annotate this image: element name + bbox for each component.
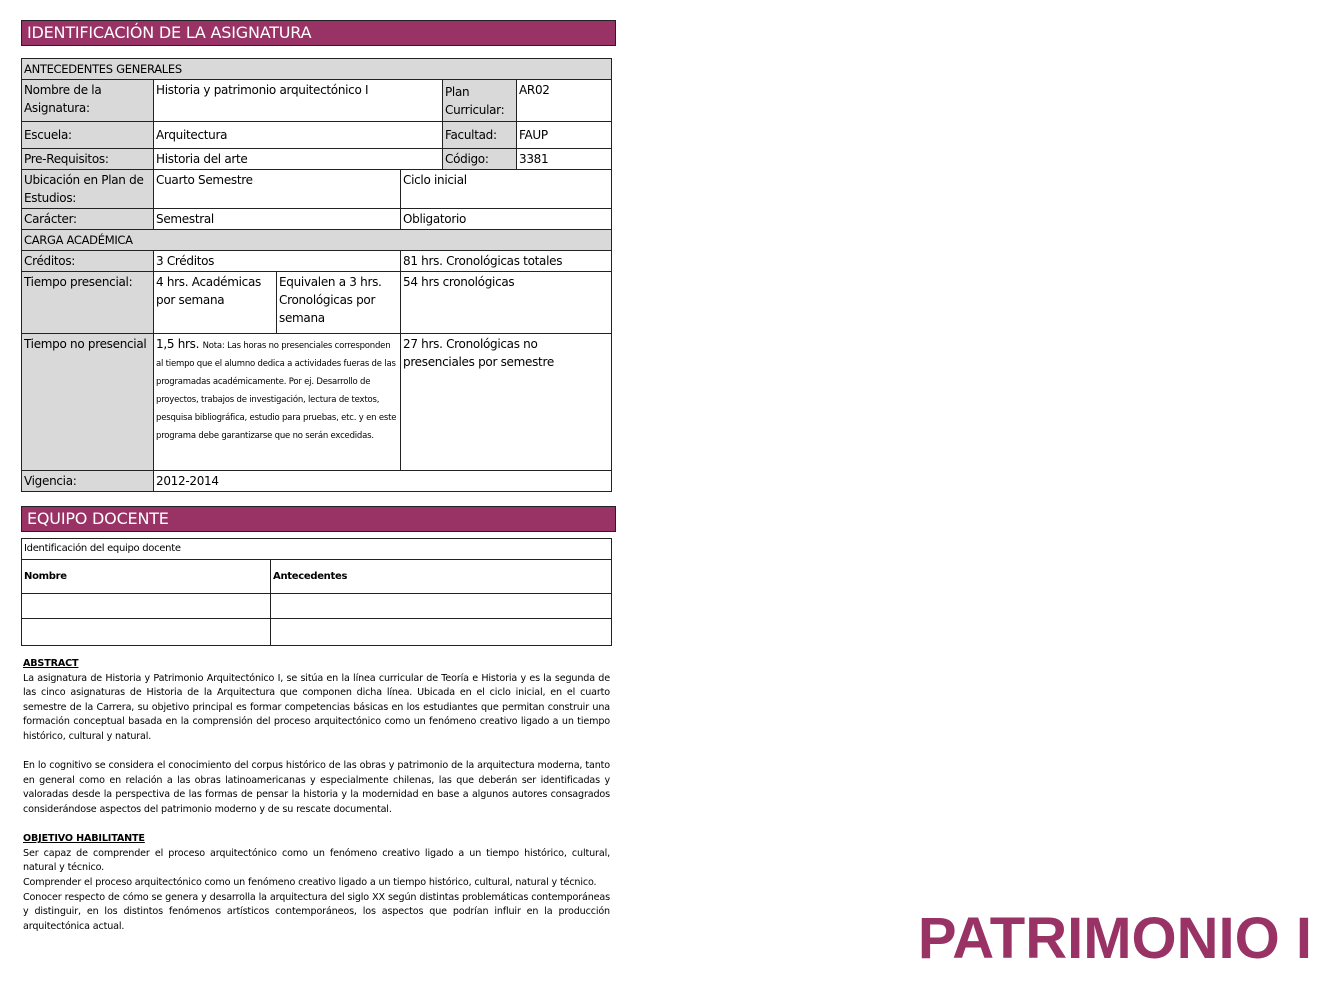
section-title-equipo: EQUIPO DOCENTE — [21, 506, 616, 532]
body-text — [23, 657, 610, 934]
vigencia-value: 2012-2014 — [154, 471, 612, 492]
no-presenciales-total: 27 hrs. Cronológicas no presenciales por semestre — [401, 334, 612, 471]
plan-value: AR02 — [517, 80, 612, 122]
creditos-label: Créditos: — [22, 251, 154, 272]
nombre-label: Nombre de la Asignatura: — [22, 80, 154, 122]
presencial-label: Tiempo presencial: — [22, 272, 154, 334]
table-cell — [22, 619, 271, 646]
table-cell — [22, 594, 271, 619]
facultad-label: Facultad: — [443, 122, 517, 149]
no-presencial-label: Tiempo no presencial — [22, 334, 154, 471]
antecedentes-table — [21, 58, 612, 492]
presencial-value: 4 hrs. Académicas por semana — [154, 272, 277, 334]
prereq-label: Pre-Requisitos: — [22, 149, 154, 170]
abstract-paragraph-1: La asignatura de Historia y Patrimonio Arquitectónico I, se sitúa en la línea curricular de Teoría e Historia y es la segunda de las cinco asignaturas de Historia de la Arquitectura que componen dicha línea. Ubicada en el ciclo inicial, en el cuarto semestre de la Carrera, su objetivo principal es formar competencias básicas en los estudiantes que permitan construir una formación conceptual basada en la comprensión del proceso arquitectónico como un fenómeno creativo ligado a un tiempo histórico, cultural y natural. — [23, 672, 610, 742]
ciclo-value: Ciclo inicial — [401, 170, 612, 209]
objetivo-paragraph-1: Ser capaz de comprender el proceso arquitectónico como un fenómeno creativo ligado a un tiempo histórico, cultural, natural y técnico. — [23, 847, 610, 874]
equipo-table — [21, 538, 612, 646]
ubicacion-value: Cuarto Semestre — [154, 170, 401, 209]
totales-value: 81 hrs. Cronológicas totales — [401, 251, 612, 272]
plan-label: Plan Curricular: — [443, 80, 517, 122]
prereq-value: Historia del arte — [154, 149, 443, 170]
antecedentes-header: ANTECEDENTES GENERALES — [22, 59, 612, 80]
cronologicas-value: 54 hrs cronológicas — [401, 272, 612, 334]
objetivo-paragraph-3: Conocer respecto de cómo se genera y desarrolla la arquitectura del siglo XX según distintas problemáticas contemporáneas y distinguir, en los distintos fenómenos artísticos contemporáneos, los aspectos que podrían influir en la producción arquitectónica actual. — [23, 891, 610, 932]
abstract-paragraph-2: En lo cognitivo se considera el conocimiento del corpus histórico de las obras y patrimonio de la arquitectura moderna, tanto en general como en relación a las obras latinoamericanas y especialmente chilenas, las que deberán ser identificadas y valoradas desde la perspectiva de las formas de pensar la historia y la modernidad en base a algunos autores consagrados considerándose aspectos del patrimonio moderno y de su rescate documental. — [23, 760, 610, 815]
codigo-value: 3381 — [517, 149, 612, 170]
no-presencial-cell — [154, 334, 401, 471]
no-presencial-note: Nota: Las horas no presenciales corresponden al tiempo que el alumno dedica a actividades fueras de las programadas académicamente. Por ej. Desarrollo de proyectos, trabajos de investigación, lectura de textos, pesquisa bibliográfica, estudio para pruebas, etc. y en este programa debe garantizarse que no serán excedidas. — [156, 341, 397, 441]
col-nombre: Nombre — [22, 560, 271, 594]
equipo-header: Identificación del equipo docente — [22, 539, 612, 560]
carga-header: CARGA ACADÉMICA — [22, 230, 612, 251]
caracter-label: Carácter: — [22, 209, 154, 230]
escuela-label: Escuela: — [22, 122, 154, 149]
obligatorio-value: Obligatorio — [401, 209, 612, 230]
objetivo-paragraph-2: Comprender el proceso arquitectónico como un fenómeno creativo ligado a un tiempo histórico, cultural, natural y técnico. — [23, 876, 597, 888]
section-title-identificacion: IDENTIFICACIÓN DE LA ASIGNATURA — [21, 20, 616, 46]
caracter-value: Semestral — [154, 209, 401, 230]
nombre-value: Historia y patrimonio arquitectónico I — [154, 80, 443, 122]
ubicacion-label: Ubicación en Plan de Estudios: — [22, 170, 154, 209]
big-title: PATRIMONIO I — [917, 906, 1312, 971]
creditos-value: 3 Créditos — [154, 251, 401, 272]
codigo-label: Código: — [443, 149, 517, 170]
vigencia-label: Vigencia: — [22, 471, 154, 492]
abstract-heading: ABSTRACT — [23, 658, 79, 669]
table-cell — [271, 619, 612, 646]
escuela-value: Arquitectura — [154, 122, 443, 149]
objetivo-heading: OBJETIVO HABILITANTE — [23, 833, 145, 845]
equivalen-value: Equivalen a 3 hrs. Cronológicas por semana — [277, 272, 401, 334]
no-presencial-value: 1,5 hrs. — [156, 337, 200, 351]
table-cell — [271, 594, 612, 619]
facultad-value: FAUP — [517, 122, 612, 149]
col-antecedentes: Antecedentes — [271, 560, 612, 594]
